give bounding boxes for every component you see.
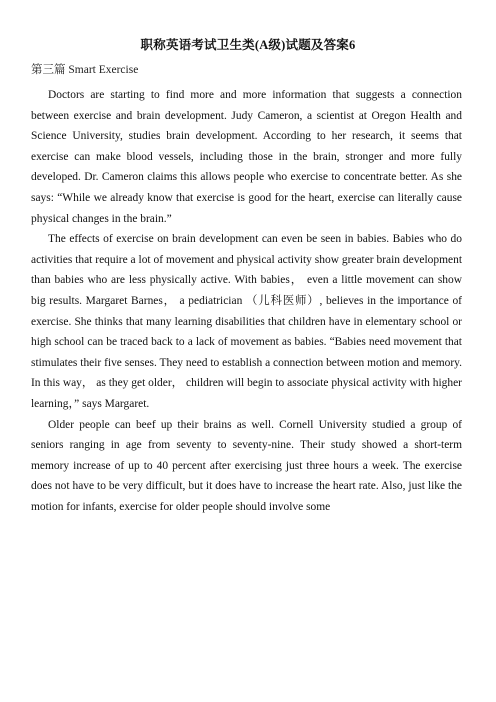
section-heading: 第三篇 Smart Exercise <box>31 64 139 76</box>
paragraph-1: Doctors are starting to find more and more information that suggests a connection between exercise and brain development. Judy Cameron, a scientist at Oregon Health and Science University, studies brain development. According to her research, it seems that exercise can make blood vessels, including those in the brain, stronger and more fully developed. Dr. Cameron claims this allows people who exercise to concentrate better. As she says: “While we already know that exercise is good for the heart, exercise can literally cause physical changes in the brain.” <box>31 89 462 225</box>
document-title: 职称英语考试卫生类(A级)试题及答案6 <box>140 38 356 52</box>
paragraph-3: Older people can beef up their brains as well. Cornell University studied a group of seniors ranging in age from seventy to seventy-nine. Their study showed a short-term memory increase of up to 40 percent after exercising just three hours a week. The exercise does not have to be very difficult, but it does have to increase the heart rate. Also, just like the motion for infants, exercise for older people should involve some <box>31 418 462 513</box>
paragraph-2: The effects of exercise on brain development can even be seen in babies. Babies who do activities that require a lot of movement and physical activity show greater brain development than babies who are less physically active. With babies， even a little movement can show big results. Margaret Barnes， a pediatrician （儿科医师）, believes in the importance of exercise. She thinks that many learning disabilities that children have in elementary school or high school can be traced back to a lack of movement as babies. “Babies need movement that stimulates their five senses. They need to establish a connection between motion and memory. In this way， as they get older， children will begin to associate physical activity with higher learning，” says Margaret. <box>31 233 462 410</box>
article-body <box>31 85 462 517</box>
